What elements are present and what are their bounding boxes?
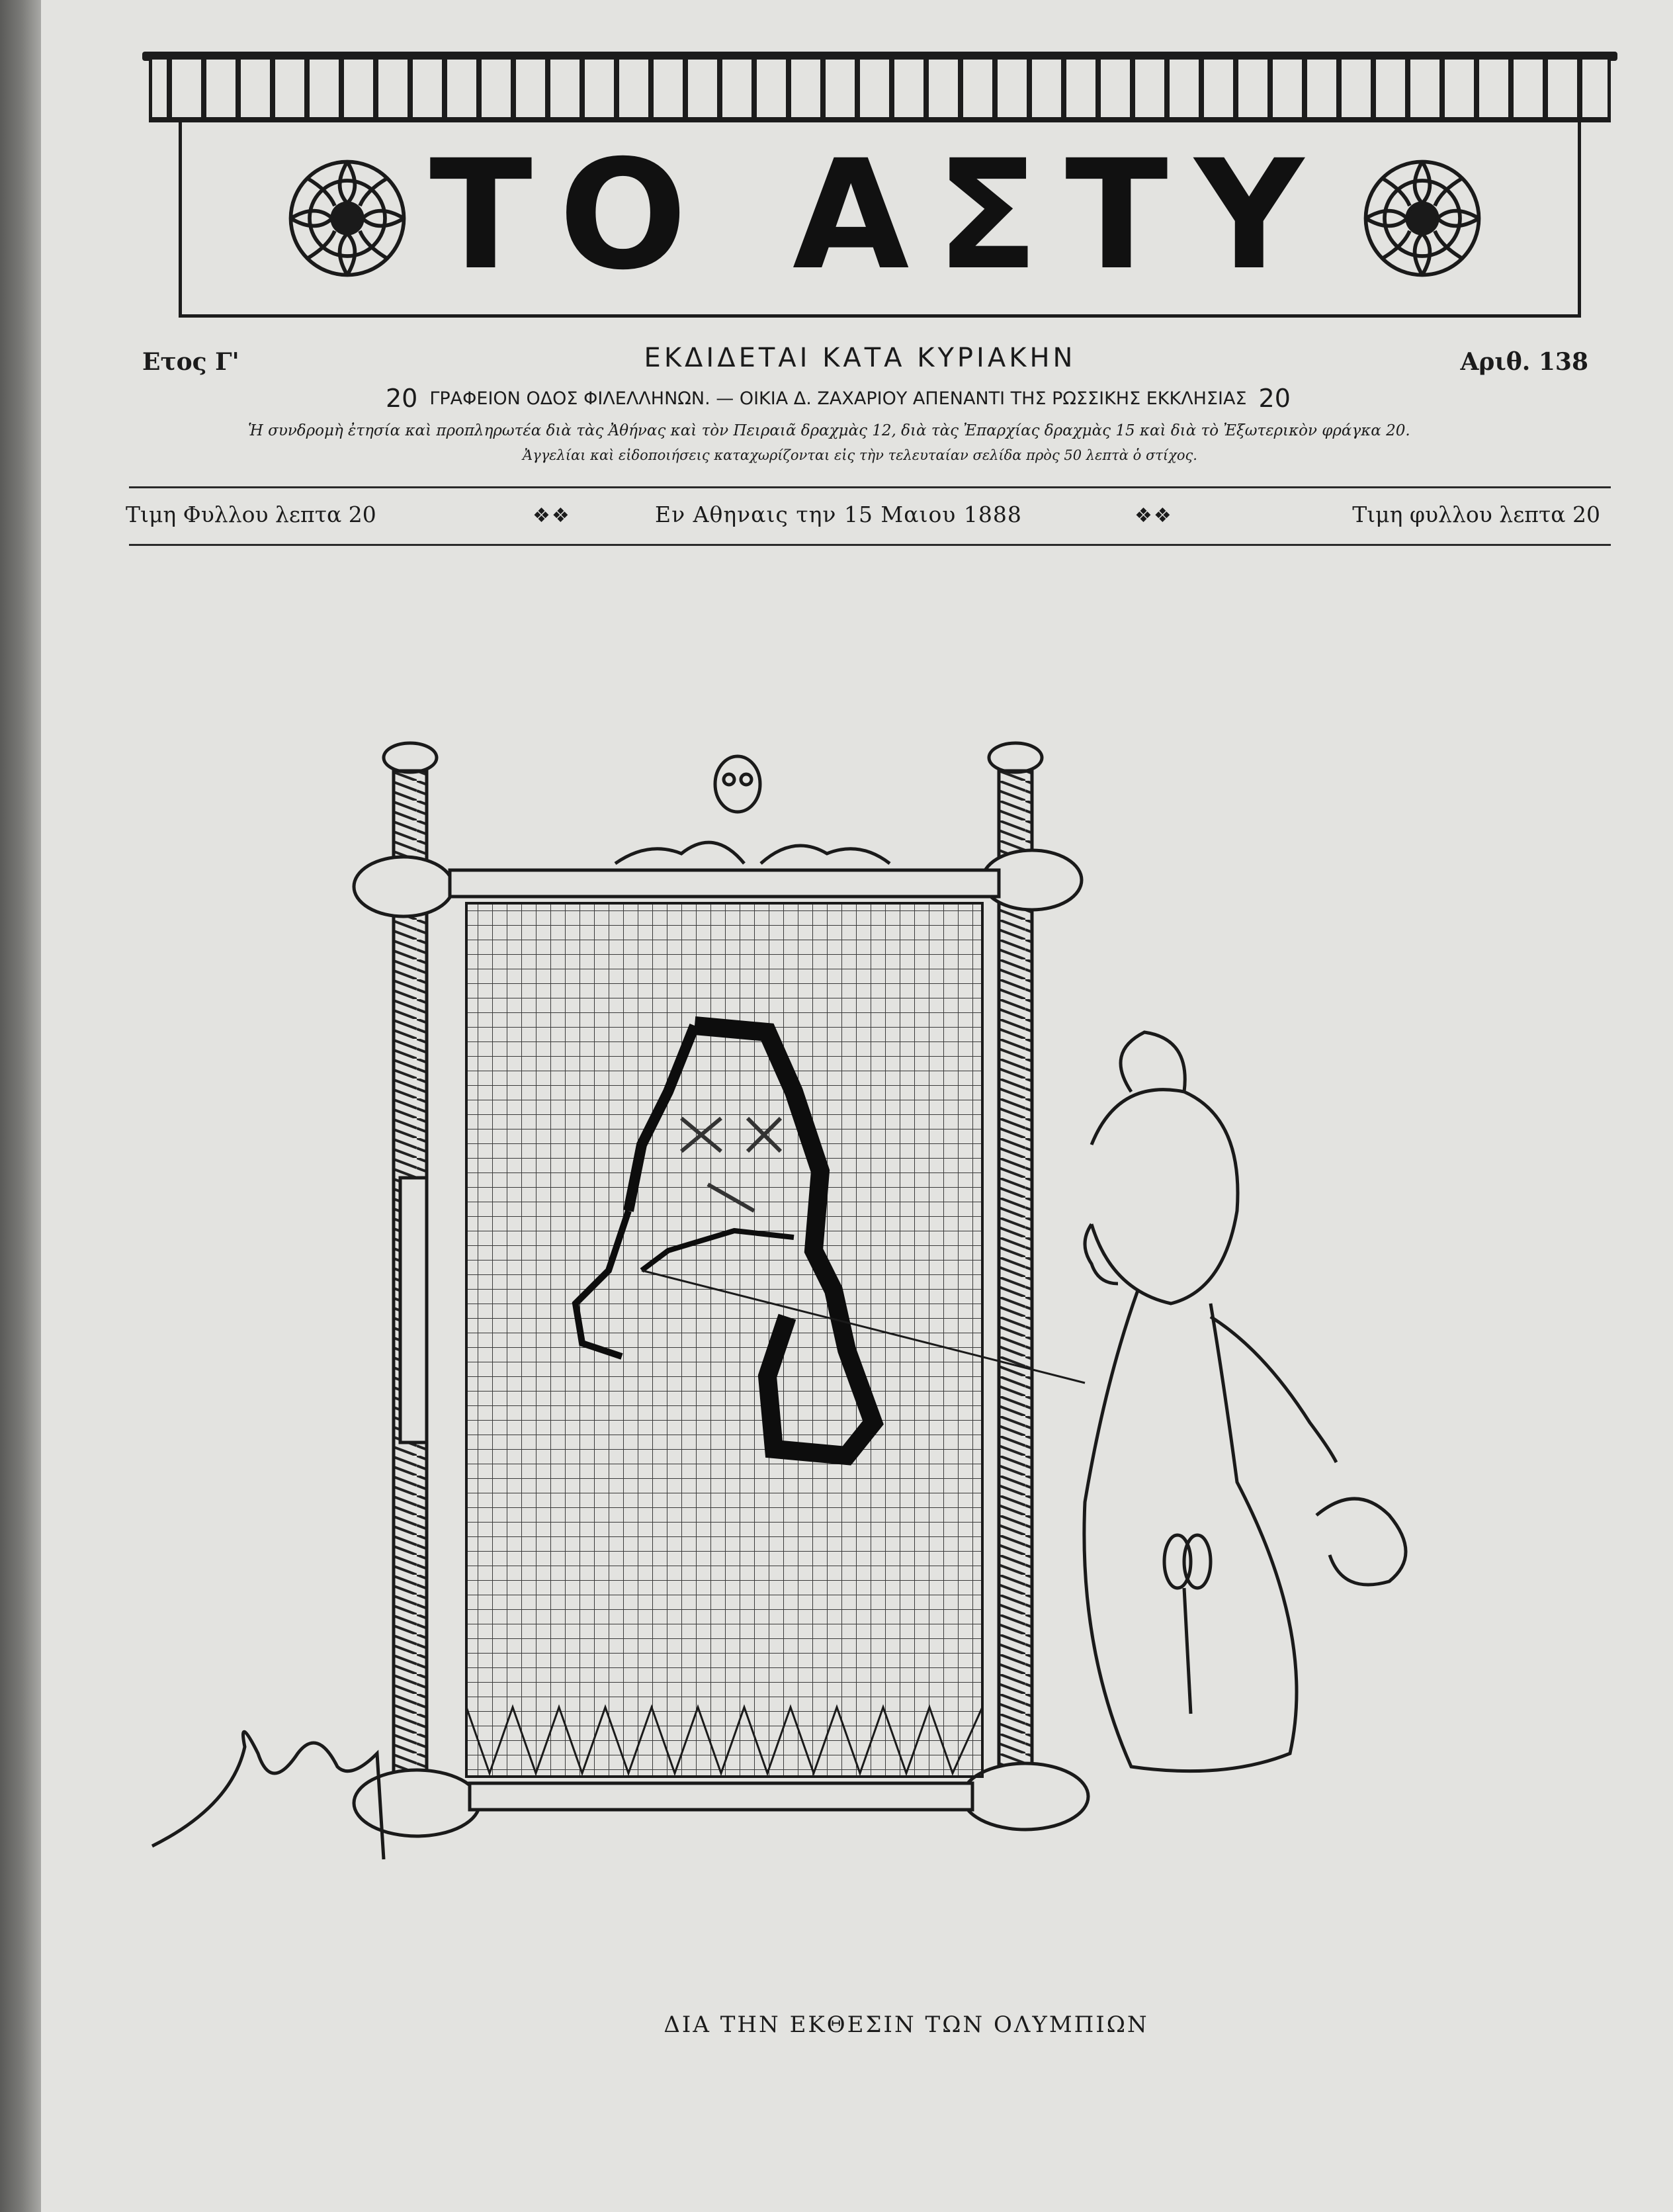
woman-figure — [1084, 1032, 1406, 1771]
address-price-left: 20 — [386, 384, 418, 413]
masthead-cornice — [149, 56, 1611, 122]
newspaper-title: ΤΟ ΑΣΤΥ — [429, 127, 1330, 303]
divider-rule — [129, 486, 1611, 488]
artist-signature — [152, 1732, 384, 1859]
binding-edge — [0, 0, 41, 2212]
price-right: Τιμη φυλλου λεπτα 20 — [1352, 502, 1600, 527]
address-price-right: 20 — [1258, 384, 1291, 413]
dateline: Εν Αθηναις την 15 Μαιου 1888 — [655, 502, 1022, 527]
rosette-icon — [1359, 155, 1485, 281]
ornament-right: ❖❖ — [1135, 504, 1173, 527]
address-text: ΓΡΑΦΕΙΟΝ ΟΔΟΣ ΦΙΛΕΛΛΗΝΩΝ. — ΟΙΚΙΑ Δ. ΖΑΧΑΡΙΟΥ ΑΠΕΝΑΝΤΙ ΤΗΣ ΡΩΣΣΙΚΗΣ ΕΚΚΛΗΣΙΑΣ — [429, 388, 1247, 409]
illustration-caption: ΔΙΑ ΤΗΝ ΕΚΘΕΣΙΝ ΤΩΝ ΟΛΥΜΠΙΩΝ — [664, 2012, 1149, 2038]
rosette-icon — [284, 155, 410, 281]
volume-year: Ετος Γ' — [142, 348, 239, 376]
subscription-terms: Ἡ συνδρομὴ ἐτησία καὶ προπληρωτέα διὰ τὰς Ἀθήνας καὶ τὸν Πειραιᾶ δραχμὰς 12, διὰ τὰς Ἐπαρχίας δραχμὰς 15 καὶ διὰ τὸ Ἐξωτερικὸν φράγκα 20. — [248, 422, 1410, 439]
price-left: Τιμη Φυλλου λεπτα 20 — [126, 502, 376, 527]
ornament-left: ❖❖ — [533, 504, 571, 527]
issue-number: Αριθ. 138 — [1460, 348, 1588, 376]
cartoon-illustration — [99, 721, 1621, 1925]
owl-icon — [715, 756, 760, 812]
advertisement-terms: Ἀγγελίαι καὶ εἰδοποιήσεις καταχωρίζονται εἰς τὴν τελευταίαν σελίδα πρὸς 50 λεπτὰ ὁ στίχος. — [523, 447, 1197, 463]
office-address — [374, 384, 1303, 413]
publication-schedule: ΕΚΔΙΔΕΤΑΙ ΚΑΤΑ ΚΥΡΙΑΚΗΝ — [644, 343, 1076, 373]
divider-rule — [129, 544, 1611, 546]
